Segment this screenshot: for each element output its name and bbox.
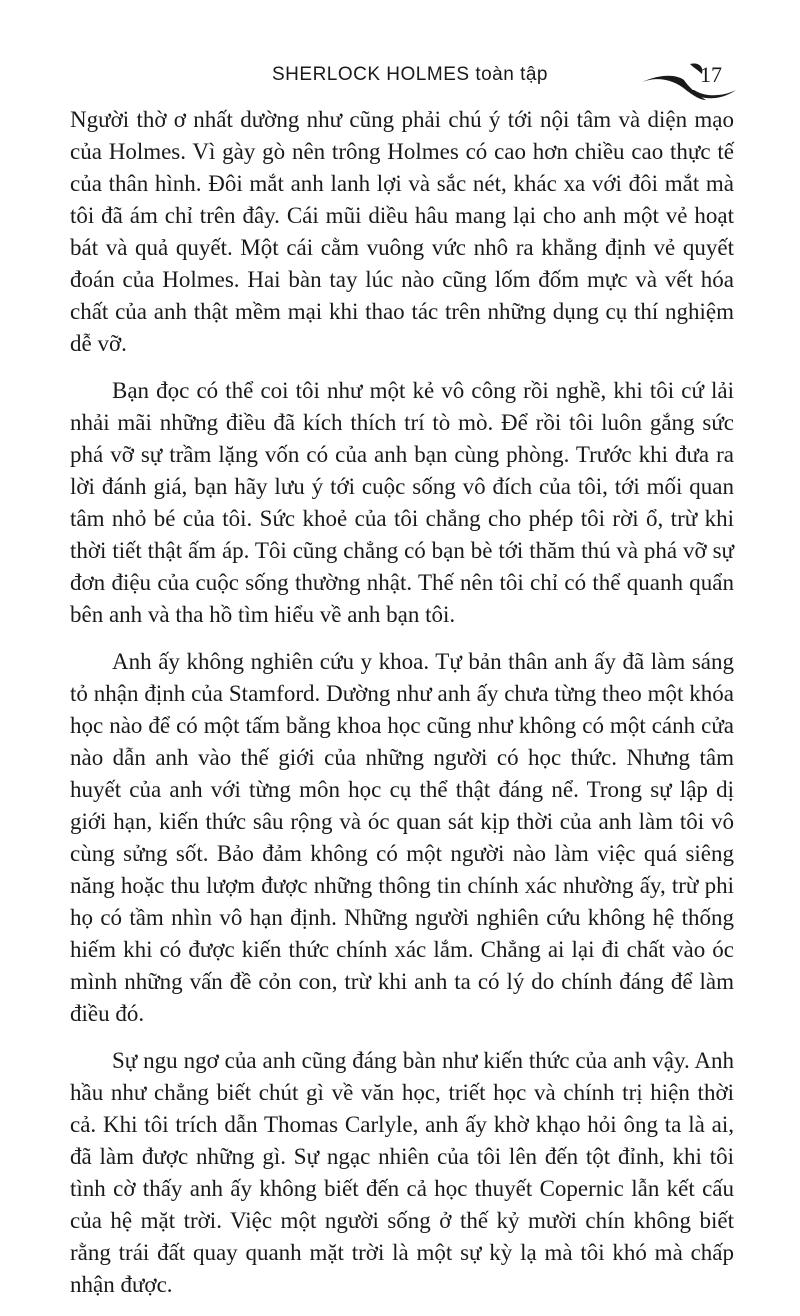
paragraph: Bạn đọc có thể coi tôi như một kẻ vô công rồi nghề, khi tôi cứ lải nhải mãi những điều đã kích thích trí tò mò. Để rồi tôi luôn gắng sức phá vỡ sự trầm lặng vốn có của anh bạn cùng phòng. Trước khi đưa ra lời đánh giá, bạn hãy lưu ý tới cuộc sống vô đích của tôi, tới mối quan tâm nhỏ bé của tôi. Sức khoẻ của tôi chẳng cho phép tôi rời ổ, trừ khi thời tiết thật ấm áp. Tôi cũng chẳng có bạn bè tới thăm thú và phá vỡ sự đơn điệu của cuộc sống thường nhật. Thế nên tôi chỉ có thể quanh quẩn bên anh và tha hồ tìm hiểu về anh bạn tôi. xyxy=(70,378,734,627)
running-header xyxy=(0,58,800,108)
body-text xyxy=(70,104,734,1316)
book-subtitle: toàn tập xyxy=(475,64,548,85)
paragraph: Người thờ ơ nhất dường như cũng phải chú ý tới nội tâm và diện mạo của Holmes. Vì gày gò nên trông Holmes có cao hơn chiều cao thực tế của thân hình. Đôi mắt anh lanh lợi và sắc nét, khác xa với đôi mắt mà tôi đã ám chỉ trên đây. Cái mũi diều hâu mang lại cho anh một vẻ hoạt bát và quả quyết. Một cái cằm vuông vức nhô ra khẳng định vẻ quyết đoán của Holmes. Hai bàn tay lúc nào cũng lốm đốm mực và vết hóa chất của anh thật mềm mại khi thao tác trên những dụng cụ thí nghiệm dễ vỡ. xyxy=(70,107,734,356)
page-number: 17 xyxy=(700,62,722,87)
swoosh-ornament-icon xyxy=(640,60,740,104)
book-title-main: SHERLOCK HOLMES xyxy=(272,64,470,85)
paragraph: Anh ấy không nghiên cứu y khoa. Tự bản thân anh ấy đã làm sáng tỏ nhận định của Stamford. Dường như anh ấy chưa từng theo một khóa học nào để có một tấm bằng khoa học cũng như không có một cánh cửa nào dẫn anh vào thế giới của những người có học thức. Nhưng tâm huyết của anh với từng môn học cụ thể thật đáng nể. Trong sự lập dị giới hạn, kiến thức sâu rộng và óc quan sát kịp thời của anh làm tôi vô cùng sửng sốt. Bảo đảm không có một người nào làm việc quá siêng năng hoặc thu lượm được những thông tin chính xác nhường ấy, trừ phi họ có tầm nhìn vô hạn định. Những người nghiên cứu không hệ thống hiếm khi có được kiến thức chính xác lắm. Chẳng ai lại đi chất vào óc mình những vấn đề cỏn con, trừ khi anh ta có lý do chính đáng để làm điều đó. xyxy=(70,649,734,1026)
paragraph: Sự ngu ngơ của anh cũng đáng bàn như kiến thức của anh vậy. Anh hầu như chẳng biết chút gì về văn học, triết học và chính trị hiện thời cả. Khi tôi trích dẫn Thomas Carlyle, anh ấy khờ khạo hỏi ông ta là ai, đã làm được những gì. Sự ngạc nhiên của tôi lên đến tột đỉnh, khi tôi tình cờ thấy anh ấy không biết đến cả học thuyết Copernic lẫn kết cấu của hệ mặt trời. Việc một người sống ở thế kỷ mười chín không biết rằng trái đất quay quanh mặt trời là một sự kỳ lạ mà tôi khó mà chấp nhận được. xyxy=(70,1048,734,1297)
book-title xyxy=(272,64,548,86)
